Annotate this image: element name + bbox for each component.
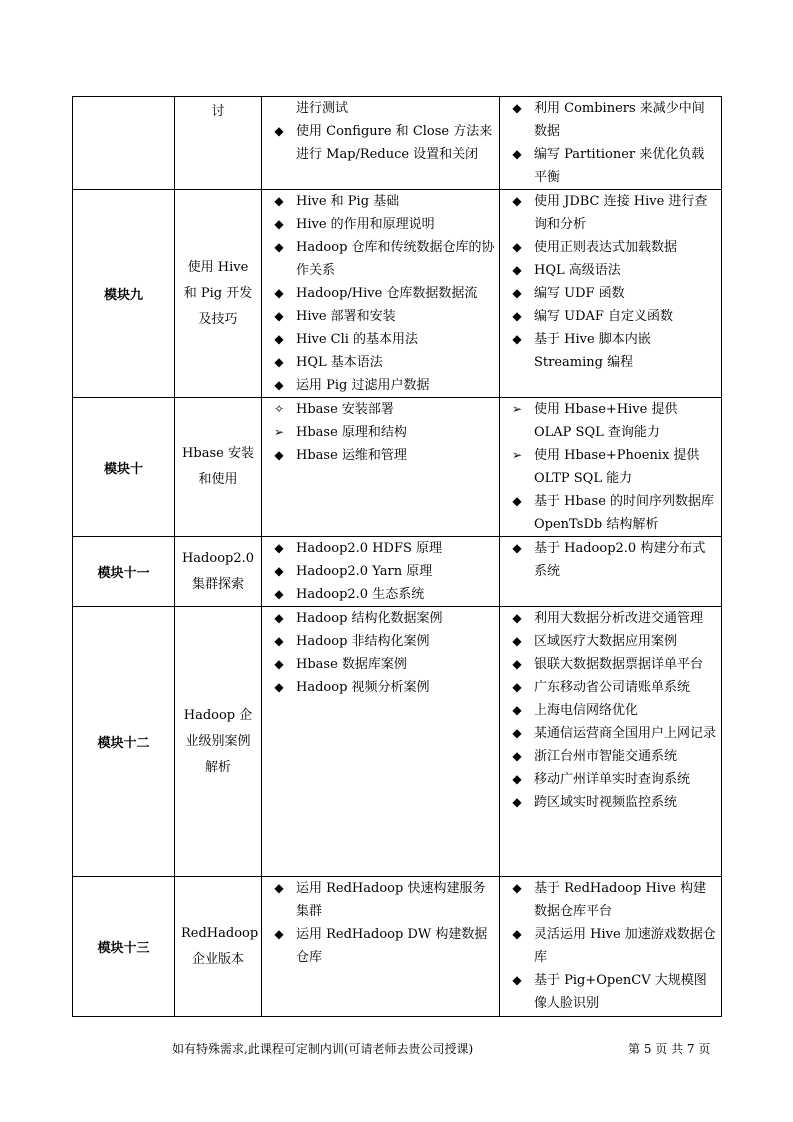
content-list	[500, 398, 721, 536]
content-list	[500, 607, 721, 814]
list-item	[262, 923, 495, 969]
list-item	[500, 768, 717, 791]
module-name-cell	[73, 97, 175, 190]
list-item	[262, 398, 495, 421]
list-item-text: Hbase 数据库案例	[296, 657, 407, 672]
advanced-content-cell	[500, 537, 722, 607]
bullet-icon: ◆	[274, 927, 284, 941]
list-item-text: 上海电信网络优化	[534, 703, 639, 718]
list-item-text: Hbase 安装部署	[296, 402, 394, 417]
basic-content-cell	[262, 607, 500, 877]
list-item-text: 利用大数据分析改进交通管理	[534, 611, 704, 626]
bullet-icon: ◆	[274, 332, 284, 346]
list-item-text: 跨区域实时视频监控系统	[534, 795, 678, 810]
list-item-text: 运用 RedHadoop 快速构建服务集群	[296, 881, 486, 919]
list-item	[262, 351, 495, 374]
module-topic-cell: Hadoop2.0 集群探索	[175, 537, 262, 607]
list-item-text: 使用 JDBC 连接 Hive 进行查询和分析	[534, 194, 708, 232]
list-item-text: 浙江台州市智能交通系统	[534, 749, 678, 764]
content-list	[500, 877, 721, 1015]
list-item	[262, 537, 495, 560]
list-item	[500, 97, 717, 143]
advanced-content-cell	[500, 190, 722, 398]
list-item-text: Hadoop 结构化数据案例	[296, 611, 443, 626]
list-item-text: Hive 和 Pig 基础	[296, 194, 400, 209]
list-item	[262, 328, 495, 351]
list-item	[500, 630, 717, 653]
list-item	[500, 398, 717, 444]
list-item-text: 基于 RedHadoop Hive 构建数据仓库平台	[534, 881, 707, 919]
bullet-icon: ➢	[511, 448, 523, 462]
list-item	[262, 120, 495, 166]
bullet-icon: ◆	[274, 217, 284, 231]
module-name-cell: 模块十一	[73, 537, 175, 607]
module-row	[73, 398, 722, 537]
bullet-icon: ◆	[274, 378, 284, 392]
list-item-text: 编写 UDF 函数	[534, 286, 625, 301]
list-item	[262, 305, 495, 328]
module-topic-cell: Hadoop 企业级别案例解析	[175, 607, 262, 877]
bullet-icon: ◆	[512, 927, 522, 941]
list-item-text: Hadoop 非结构化案例	[296, 634, 430, 649]
list-item-text: 使用 Hbase+Phoenix 提供 OLTP SQL 能力	[534, 448, 700, 486]
course-outline-table	[72, 96, 722, 1017]
list-item-text: Hadoop2.0 生态系统	[296, 587, 425, 602]
list-item-text: Hadoop/Hive 仓库数据数据流	[296, 286, 478, 301]
bullet-icon: ◆	[512, 332, 522, 346]
list-item-text: Hbase 原理和结构	[296, 425, 407, 440]
content-list	[262, 97, 499, 166]
bullet-icon: ◆	[512, 634, 522, 648]
list-item-text: Hadoop 仓库和传统数据仓库的协作关系	[296, 240, 495, 278]
bullet-icon: ◆	[512, 147, 522, 161]
content-list	[262, 190, 499, 397]
list-item-text: 使用 Configure 和 Close 方法来进行 Map/Reduce 设置和关闭	[296, 124, 493, 162]
module-row	[73, 190, 722, 398]
list-item-text: 基于 Pig+OpenCV 大规模图像人脸识别	[534, 973, 707, 1011]
list-item-text: Hadoop2.0 Yarn 原理	[296, 564, 433, 579]
module-row	[73, 877, 722, 1017]
list-item	[262, 676, 495, 699]
list-item	[500, 143, 717, 189]
bullet-icon: ◆	[274, 240, 284, 254]
list-item	[500, 877, 717, 923]
bullet-icon: ◆	[512, 286, 522, 300]
bullet-icon: ◆	[274, 564, 284, 578]
list-item-text: HQL 基本语法	[296, 355, 383, 370]
bullet-icon: ➢	[273, 425, 285, 439]
basic-content-cell	[262, 398, 500, 537]
module-topic-cell: Hbase 安装和使用	[175, 398, 262, 537]
list-item-text: 基于 Hive 脚本内嵌 Streaming 编程	[534, 332, 651, 370]
content-list	[262, 607, 499, 699]
bullet-icon: ◆	[512, 703, 522, 717]
advanced-content-cell	[500, 398, 722, 537]
list-item-text: Hadoop2.0 HDFS 原理	[296, 541, 443, 556]
bullet-icon: ◆	[512, 657, 522, 671]
list-item	[500, 653, 717, 676]
list-item	[500, 328, 717, 374]
basic-content-cell	[262, 97, 500, 190]
list-item	[262, 444, 495, 467]
list-item-text: 运用 RedHadoop DW 构建数据仓库	[296, 927, 488, 965]
bullet-icon: ◆	[274, 309, 284, 323]
page-number-text: 第 5 页 共 7 页	[628, 1042, 711, 1056]
bullet-icon: ◆	[512, 541, 522, 555]
list-item-text: 区域医疗大数据应用案例	[534, 634, 678, 649]
bullet-icon: ◆	[274, 541, 284, 555]
bullet-icon: ◆	[512, 881, 522, 895]
advanced-content-cell	[500, 607, 722, 877]
list-item	[262, 560, 495, 583]
module-topic-cell: RedHadoop 企业版本	[175, 877, 262, 1017]
bullet-icon: ◆	[274, 448, 284, 462]
bullet-icon: ◆	[512, 611, 522, 625]
list-item-text: 使用 Hbase+Hive 提供 OLAP SQL 查询能力	[534, 402, 678, 440]
list-item-text: 进行测试	[296, 101, 349, 116]
bullet-icon: ◆	[512, 263, 522, 277]
list-item-text: 编写 UDAF 自定义函数	[534, 309, 674, 324]
list-item	[262, 607, 495, 630]
footer-note	[172, 1040, 473, 1057]
list-item	[500, 722, 717, 745]
content-list	[500, 537, 721, 583]
bullet-icon: ◆	[512, 309, 522, 323]
list-item	[500, 607, 717, 630]
list-item	[500, 236, 717, 259]
list-item-text: 利用 Combiners 来减少中间数据	[534, 101, 705, 139]
module-row	[73, 537, 722, 607]
list-item	[500, 259, 717, 282]
list-item-text: 运用 Pig 过滤用户数据	[296, 378, 430, 393]
list-item	[262, 213, 495, 236]
bullet-icon: ◆	[512, 772, 522, 786]
basic-content-cell	[262, 537, 500, 607]
list-item	[262, 190, 495, 213]
list-item	[262, 374, 495, 397]
list-item-text: 广东移动省公司请账单系统	[534, 680, 691, 695]
basic-content-cell	[262, 877, 500, 1017]
bullet-icon: ◆	[274, 680, 284, 694]
content-list	[262, 537, 499, 606]
list-item-text: Hbase 运维和管理	[296, 448, 407, 463]
list-item	[262, 282, 495, 305]
content-list	[500, 97, 721, 189]
list-item-text: 使用正则表达式加载数据	[534, 240, 678, 255]
bullet-icon: ◆	[512, 749, 522, 763]
content-list	[262, 398, 499, 467]
bullet-icon: ◆	[274, 657, 284, 671]
advanced-content-cell	[500, 97, 722, 190]
bullet-icon: ◆	[512, 973, 522, 987]
basic-content-cell	[262, 190, 500, 398]
list-item	[500, 537, 717, 583]
bullet-icon: ◆	[274, 611, 284, 625]
bullet-icon: ◆	[512, 726, 522, 740]
list-item-text: Hadoop 视频分析案例	[296, 680, 430, 695]
list-item-text: Hive 部署和安装	[296, 309, 396, 324]
bullet-icon: ◆	[274, 355, 284, 369]
list-item	[500, 676, 717, 699]
list-item	[262, 97, 495, 120]
list-item	[262, 236, 495, 282]
list-item	[500, 282, 717, 305]
list-item-text: Hive Cli 的基本用法	[296, 332, 419, 347]
module-name-cell: 模块十	[73, 398, 175, 537]
list-item-text: 某通信运营商全国用户上网记录	[534, 726, 717, 741]
advanced-content-cell	[500, 877, 722, 1017]
module-name-cell: 模块九	[73, 190, 175, 398]
list-item-text: 银联大数据数据票据详单平台	[534, 657, 704, 672]
bullet-icon: ◆	[512, 101, 522, 115]
footer-page-number	[628, 1040, 710, 1057]
list-item-text: HQL 高级语法	[534, 263, 621, 278]
list-item-text: 移动广州详单实时查询系统	[534, 772, 691, 787]
list-item	[500, 444, 717, 490]
bullet-icon: ◆	[274, 286, 284, 300]
list-item	[500, 745, 717, 768]
content-list	[262, 877, 499, 969]
module-row	[73, 607, 722, 877]
list-item	[500, 305, 717, 328]
list-item-text: 基于 Hadoop2.0 构建分布式系统	[534, 541, 706, 579]
list-item	[500, 969, 717, 1015]
bullet-icon: ◆	[512, 194, 522, 208]
bullet-icon: ◆	[274, 587, 284, 601]
bullet-icon: ◆	[512, 680, 522, 694]
list-item	[262, 583, 495, 606]
bullet-icon: ◆	[512, 795, 522, 809]
list-item	[500, 699, 717, 722]
list-item-text: 灵活运用 Hive 加速游戏数据仓库	[534, 927, 716, 965]
list-item	[500, 190, 717, 236]
list-item	[262, 630, 495, 653]
list-item-text: 基于 Hbase 的时间序列数据库 OpenTsDb 结构解析	[534, 494, 715, 532]
module-row	[73, 97, 722, 190]
list-item	[262, 653, 495, 676]
bullet-icon: ➢	[511, 402, 523, 416]
bullet-icon: ◆	[512, 240, 522, 254]
bullet-icon: ◆	[274, 124, 284, 138]
list-item	[500, 791, 717, 814]
list-item	[500, 490, 717, 536]
footer-note-text: 如有特殊需求,此课程可定制内训(可请老师去贵公司授课)	[172, 1042, 474, 1056]
bullet-icon: ◆	[512, 494, 522, 508]
bullet-icon: ✧	[273, 402, 285, 416]
module-name-cell: 模块十二	[73, 607, 175, 877]
list-item	[500, 923, 717, 969]
content-list	[500, 190, 721, 374]
list-item	[262, 877, 495, 923]
list-item-text: Hive 的作用和原理说明	[296, 217, 435, 232]
module-topic-cell: 讨	[175, 97, 262, 190]
bullet-icon: ◆	[274, 194, 284, 208]
module-name-cell: 模块十三	[73, 877, 175, 1017]
bullet-icon: ◆	[274, 881, 284, 895]
bullet-icon: ◆	[274, 634, 284, 648]
list-item-text: 编写 Partitioner 来优化负载平衡	[534, 147, 705, 185]
list-item	[262, 421, 495, 444]
module-topic-cell: 使用 Hive 和 Pig 开发及技巧	[175, 190, 262, 398]
